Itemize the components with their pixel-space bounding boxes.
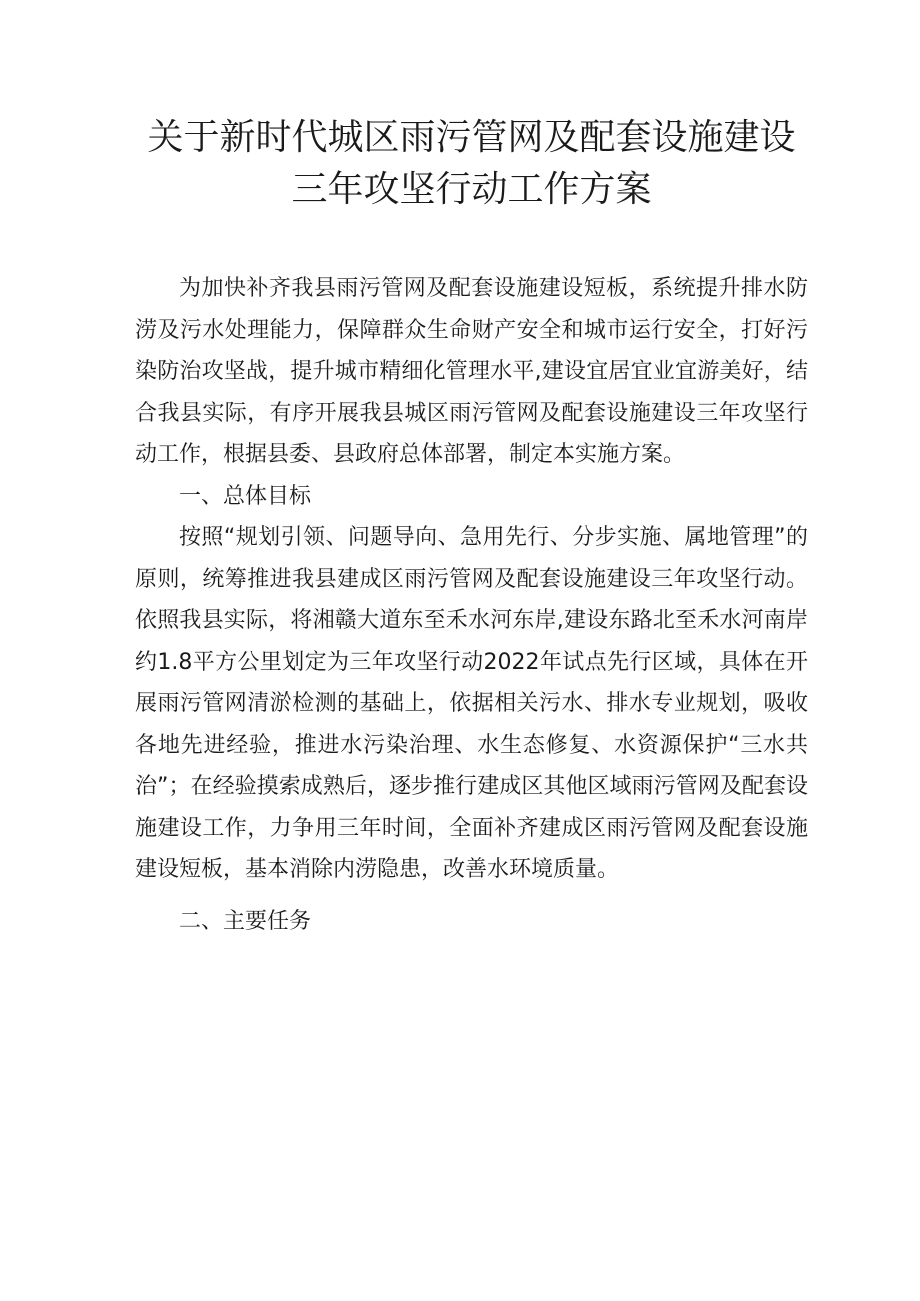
document-title xyxy=(135,112,808,216)
title-line-2: 三年攻坚行动工作方案 xyxy=(291,169,652,210)
title-line-1: 关于新时代城区雨污管网及配套设施建设 xyxy=(147,117,796,158)
document-body xyxy=(135,268,808,942)
intro-paragraph: 为加快补齐我县雨污管网及配套设施建设短板，系统提升排水防涝及污水处理能力，保障群众生命财产安全和城市运行安全，打好污染防治攻坚战，提升城市精细化管理水平,建设宜居宜业宜游美好，结合我县实际，有序开展我县城区雨污管网及配套设施建设三年攻坚行动工作，根据县委、县政府总体部署，制定本实施方案。 xyxy=(135,276,808,467)
section-1-paragraph: 按照“规划引领、问题导向、急用先行、分步实施、属地管理”的原则，统筹推进我县建成区雨污管网及配套设施建设三年攻坚行动。依照我县实际，将湘赣大道东至禾水河东岸,建设东路北至禾水河南岸约1.8平方公里划定为三年攻坚行动2022年试点先行区域，具体在开展雨污管网清淤检测的基础上，依据相关污水、排水专业规划，吸收各地先进经验，推进水污染治理、水生态修复、水资源保护“三水共治”；在经验摸索成熟后，逐步推行建成区其他区域雨污管网及配套设施建设工作，力争用三年时间，全面补齐建成区雨污管网及配套设施建设短板，基本消除内涝隐患，改善水环境质量。 xyxy=(135,525,808,882)
section-1-heading: 一、总体目标 xyxy=(179,483,312,509)
section-2-heading: 二、主要任务 xyxy=(179,908,312,934)
